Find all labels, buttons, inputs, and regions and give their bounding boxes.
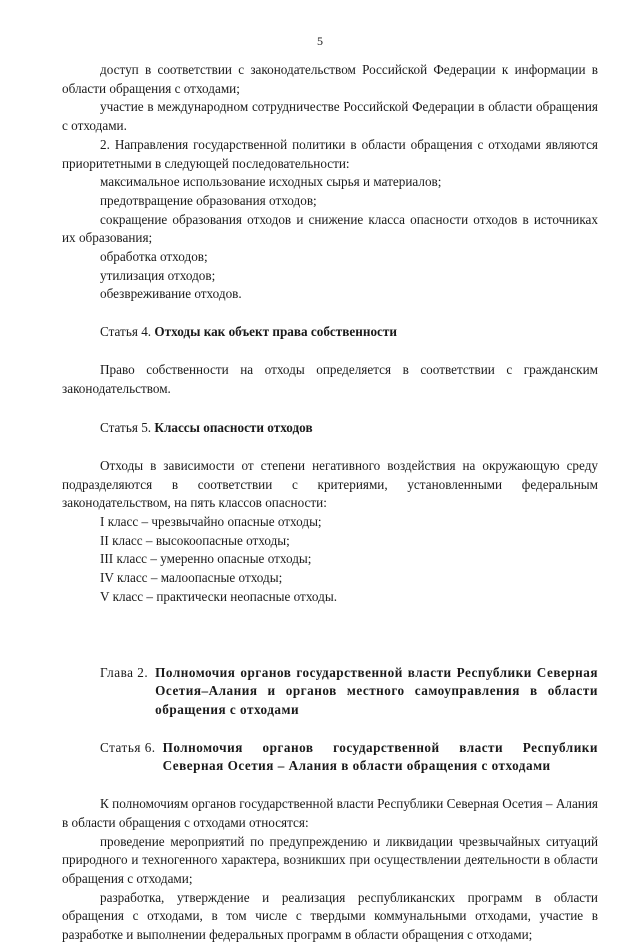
paragraph: 2. Направления государственной политики в области обращения с отходами являются приоритетными в следующей последовательности: [62, 136, 598, 171]
article-label: Статья 6. [100, 739, 156, 755]
chapter-label: Глава 2. [100, 664, 149, 680]
list-item: максимальное использование исходных сырья и материалов; [100, 174, 442, 190]
paragraph: доступ в соответствии с законодательством Российской Федерации к информации в области обращения с отходами; [62, 62, 598, 96]
article-label: Статья 5. [100, 420, 152, 436]
article-label: Статья 4. [100, 324, 152, 340]
chapter-2-heading [62, 664, 598, 720]
paragraph: Отходы в зависимости от степени негативного воздействия на окружающую среду подразделяются в соответствии с критериями, установленными федеральным законодательством, на пять классов опасности: [62, 457, 598, 511]
list-item: сокращение образования отходов и снижение класса опасности отходов в источниках их образования; [62, 211, 598, 246]
article-title: Полномочия органов государственной власти Республики Северная Осетия – Алания в области обращения с отходами [162, 739, 598, 774]
chapter-title: Полномочия органов государственной власти Республики Северная Осетия–Алания и органов местного самоуправления в области обращения с отходами [155, 664, 598, 717]
page-content [62, 61, 598, 945]
list-item: I класс – чрезвычайно опасные отходы; [100, 514, 322, 530]
list-item: IV класс – малоопасные отходы; [100, 570, 283, 586]
list-item: утилизация отходов; [100, 267, 216, 283]
list-item: проведение мероприятий по предупреждению и ликвидации чрезвычайных ситуаций природного и техногенного характера, возникших при осуществлении деятельности в области обращения с отходами; [62, 833, 598, 886]
list-item: обработка отходов; [100, 249, 208, 265]
article-title: Отходы как объект права собственности [154, 324, 397, 340]
paragraph: К полномочиям органов государственной власти Республики Северная Осетия – Алания в области обращения с отходами относятся: [62, 796, 598, 830]
list-item: II класс – высокоопасные отходы; [100, 532, 290, 548]
paragraph: участие в международном сотрудничестве Российской Федерации в области обращения с отходами. [62, 99, 598, 134]
article-5-heading [62, 419, 598, 438]
article-title: Классы опасности отходов [154, 420, 313, 436]
paragraph: Право собственности на отходы определяется в соответствии с гражданским законодательством. [62, 361, 598, 396]
list-item: III класс – умеренно опасные отходы; [100, 551, 312, 567]
list-item: обезвреживание отходов. [100, 286, 242, 302]
list-item: разработка, утверждение и реализация республиканских программ в области обращения с отходами, в том числе с твердыми коммунальными отходами, участие в разработке и выполнении федеральных программ в области обращения с отходами; [62, 889, 598, 943]
list-item: V класс – практически неопасные отходы. [100, 588, 337, 604]
list-item: предотвращение образования отходов; [100, 192, 317, 208]
page-number: 5 [317, 34, 323, 48]
article-4-heading [62, 323, 598, 342]
article-6-heading [62, 739, 598, 776]
